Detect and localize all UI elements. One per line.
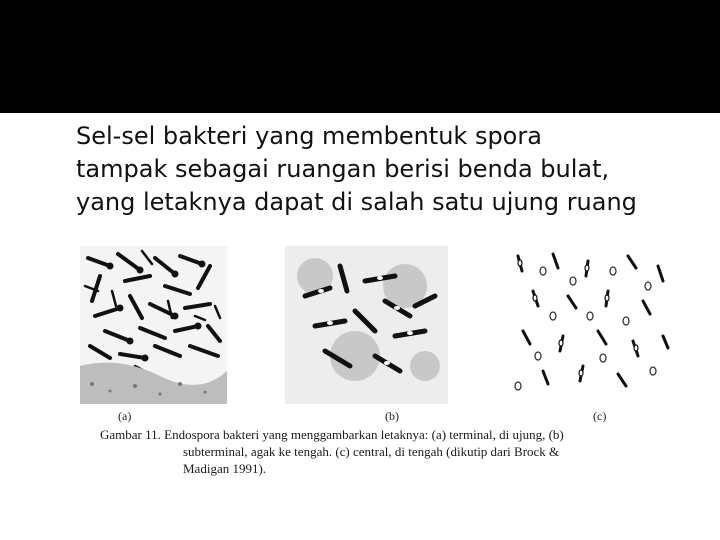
micrograph-terminal-image: [80, 246, 227, 404]
micrograph-central: [508, 246, 678, 404]
caption-line: Gambar 11. Endospora bakteri yang menggambarkan letaknya: (a) terminal, di ujung, (b): [100, 427, 564, 442]
caption-line: subterminal, agak ke tengah. (c) central, di tengah (dikutip dari Brock &: [183, 444, 560, 459]
caption-line: Madigan 1991).: [183, 461, 267, 476]
micrograph-terminal: [80, 246, 227, 404]
figure-caption: [100, 426, 680, 477]
body-text: [76, 120, 706, 219]
panel-label-b: (b): [385, 409, 399, 423]
panel-label-c: (c): [593, 409, 607, 423]
micrograph-subterminal-image: [285, 246, 448, 404]
body-line: tampak sebagai ruangan berisi benda bulat,: [76, 155, 610, 183]
body-line: Sel-sel bakteri yang membentuk spora: [76, 122, 542, 150]
endospore-figure: [80, 246, 680, 496]
title-bar: [0, 0, 720, 113]
panel-label-a: (a): [118, 409, 132, 423]
micrograph-subterminal: [285, 246, 448, 404]
micrograph-central-image: [508, 246, 678, 404]
body-line: yang letaknya dapat di salah satu ujung ruang: [76, 188, 637, 216]
